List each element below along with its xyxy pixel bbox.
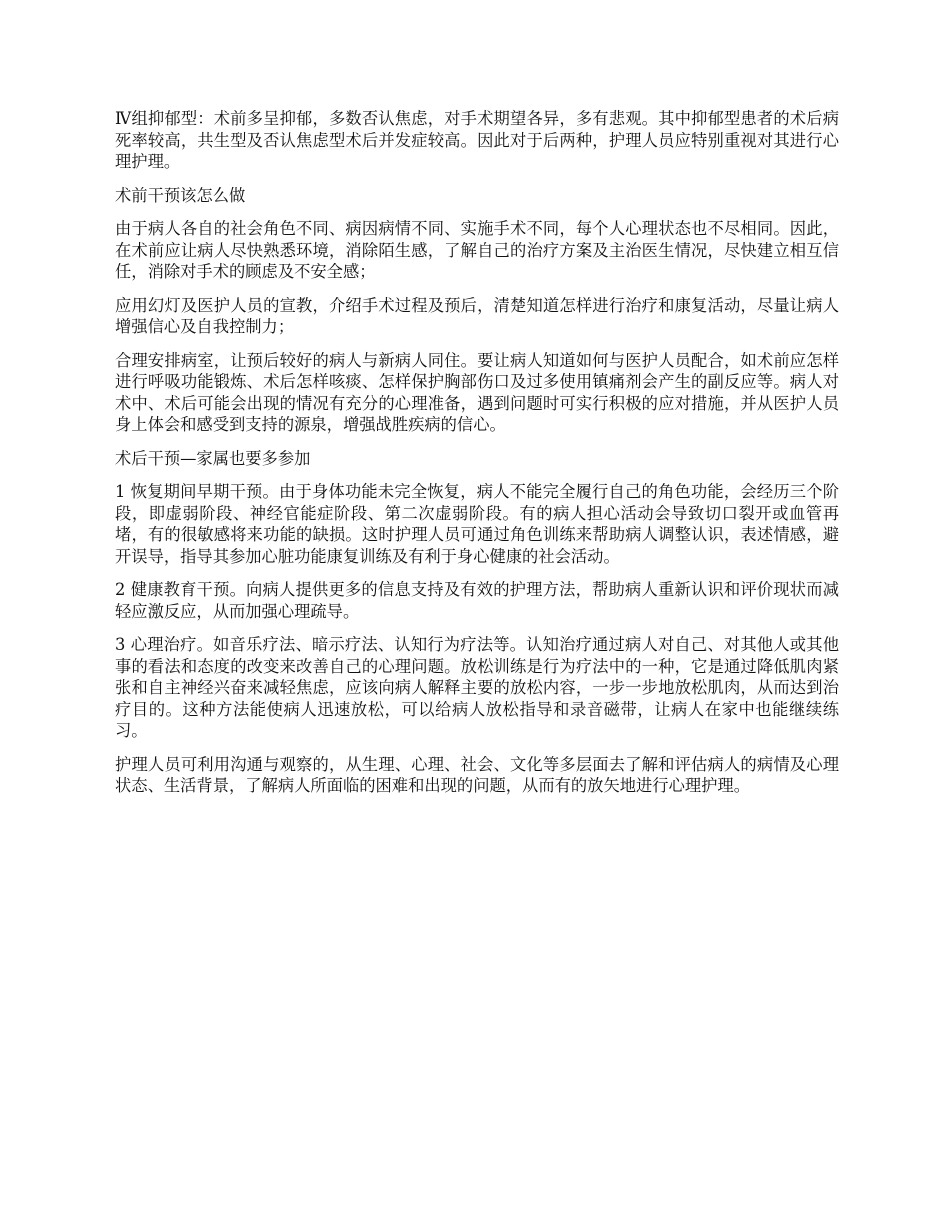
paragraph-early-recovery: 1 恢复期间早期干预。由于身体功能未完全恢复，病人不能完全履行自己的角色功能，会经历三个阶段，即虚弱阶段、神经官能症阶段、第二次虚弱阶段。有的病人担心活动会导致切口裂开或血管再堵，有的很敏感将来功能的缺损。这时护理人员可通过角色训练来帮助病人调整认识，表述情感，避开误导，指导其参加心脏功能康复训练及有利于身心健康的社会活动。 [115, 482, 839, 566]
paragraph-group-iv-depression: Ⅳ组抑郁型：术前多呈抑郁，多数否认焦虑，对手术期望各异，多有悲观。其中抑郁型患者的术后病死率较高，共生型及否认焦虑型术后并发症较高。因此对于后两种，护理人员应特别重视对其进行心理护理。 [115, 109, 839, 171]
document-body [115, 108, 839, 809]
paragraph-preoperative-education: 应用幻灯及医护人员的宣教，介绍手术过程及预后，清楚知道怎样进行治疗和康复活动，尽量让病人增强信心及自我控制力； [115, 295, 839, 336]
heading-postoperative-intervention: 术后干预—家属也要多参加 [115, 448, 311, 468]
paragraph-health-education: 2 健康教育干预。向病人提供更多的信息支持及有效的护理方法，帮助病人重新认识和评价现状而减轻应激反应，从而加强心理疏导。 [115, 580, 839, 621]
paragraph-psychotherapy: 3 心理治疗。如音乐疗法、暗示疗法、认知行为疗法等。认知治疗通过病人对自己、对其他人或其他事的看法和态度的改变来改善自己的心理问题。放松训练是行为疗法中的一种，它是通过降低肌肉紧张和自主神经兴奋来减轻焦虑，应该向病人解释主要的放松内容，一步一步地放松肌肉，从而达到治疗目的。这种方法能使病人迅速放松，可以给病人放松指导和录音磁带，让病人在家中也能继续练习。 [115, 635, 839, 740]
heading-preoperative-intervention: 术前干预该怎么做 [115, 185, 246, 205]
paragraph-ward-arrangement: 合理安排病室，让预后较好的病人与新病人同住。要让病人知道如何与医护人员配合，如术前应怎样进行呼吸功能锻炼、术后怎样咳痰、怎样保护胸部伤口及过多使用镇痛剂会产生的副反应等。病人对术中、术后可能会出现的情况有充分的心理准备，遇到问题时可实行积极的应对措施，并从医护人员身上体会和感受到支持的源泉，增强战胜疾病的信心。 [115, 350, 839, 434]
paragraph-nursing-summary: 护理人员可利用沟通与观察的，从生理、心理、社会、文化等多层面去了解和评估病人的病情及心理状态、生活背景，了解病人所面临的困难和出现的问题，从而有的放矢地进行心理护理。 [115, 754, 839, 795]
paragraph-preoperative-environment: 由于病人各自的社会角色不同、病因病情不同、实施手术不同，每个人心理状态也不尽相同。因此，在术前应让病人尽快熟悉环境，消除陌生感，了解自己的治疗方案及主治医生情况，尽快建立相互信任，消除对手术的顾虑及不安全感； [115, 219, 839, 281]
